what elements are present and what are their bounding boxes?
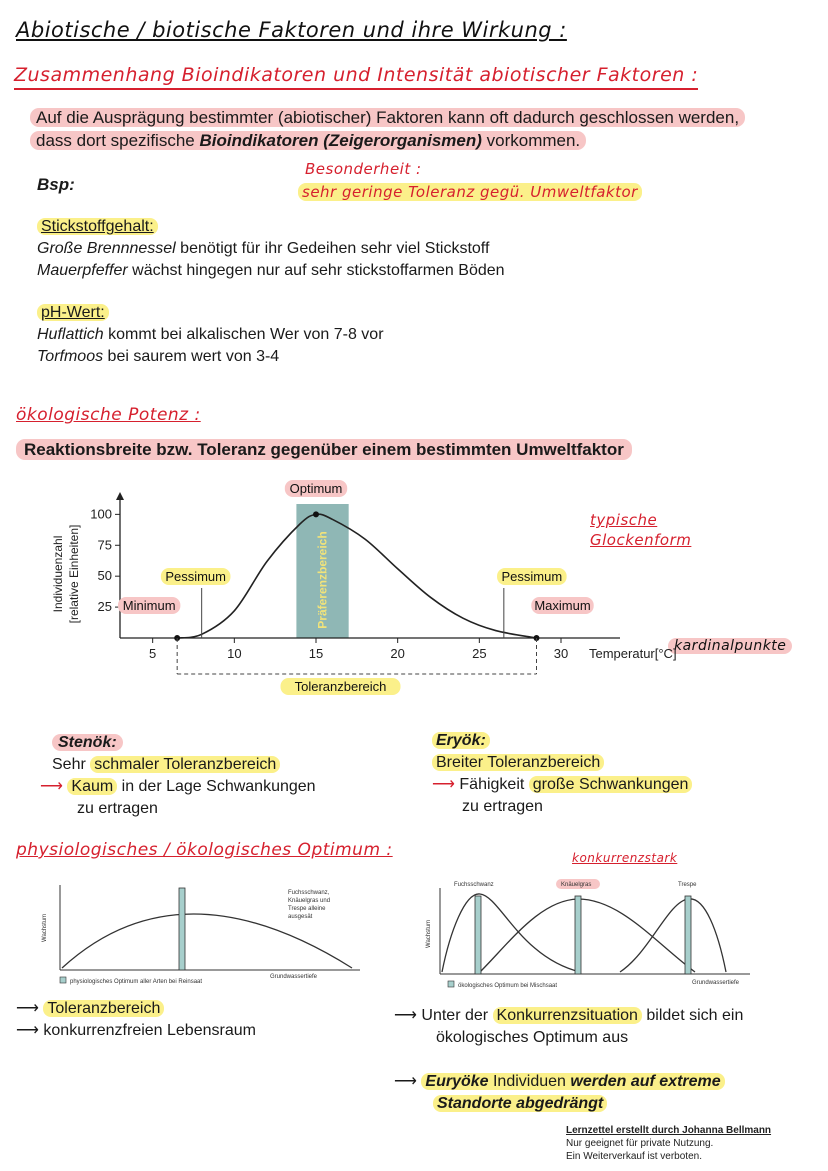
- right-arrow-1-pre: Unter der: [421, 1007, 493, 1024]
- intro-b: dass dort spezifische: [36, 131, 200, 150]
- x-tick-label: 5: [149, 646, 157, 661]
- right-arrow-2-a: Euryöke: [425, 1073, 489, 1090]
- intro-c: vorkommen.: [481, 131, 581, 150]
- stickstoff-block: [37, 216, 737, 282]
- species-3: Trespe: [678, 882, 697, 888]
- n1-rest: benötigt für ihr Gedeihen sehr viel Stickstoff: [175, 240, 490, 257]
- species-2: Knäuelgras: [561, 882, 592, 888]
- note-kardinal: [668, 638, 792, 654]
- note-toleranz: [298, 183, 642, 201]
- x-tick-label: 10: [227, 646, 242, 661]
- n2-ital: Mauerpfeffer: [37, 262, 128, 279]
- footer: [566, 1124, 771, 1163]
- euryoek-title: [432, 730, 812, 752]
- toleranz-label: Toleranzbereich: [294, 679, 387, 694]
- ph2-rest: bei saurem wert von 3-4: [103, 348, 280, 365]
- stenoek-line-3: zu ertragen: [77, 800, 158, 817]
- note-konkurrenzstark-text: konkurrenzstark: [572, 851, 678, 865]
- tolerance-curve: [177, 514, 536, 638]
- footer-line-1: Lernzettel erstellt durch Johanna Bellmann: [566, 1125, 772, 1136]
- intro-line-2: [30, 129, 820, 152]
- stenoek-title-text: Stenök:: [52, 734, 123, 751]
- y-axis-arrow: [116, 492, 124, 500]
- section2-heading: [16, 405, 201, 425]
- left-arrow-1: [16, 998, 396, 1020]
- right-arrow-2-d: Standorte abgedrängt: [433, 1095, 607, 1112]
- fuchsschwanz-curve: [442, 894, 580, 972]
- ecological-chart: [420, 872, 760, 994]
- stenoek-line1-hl: schmaler Toleranzbereich: [90, 756, 280, 773]
- left-legend: physiologisches Optimum aller Arten bei Reinsaat: [70, 979, 203, 985]
- stickstoff-line-1: [37, 238, 737, 260]
- y-axis-label-unit: [relative Einheiten]: [67, 524, 81, 624]
- tolerance-chart: [40, 472, 677, 712]
- left-xlabel: Grundwassertiefe: [270, 974, 318, 980]
- x-tick-label: 20: [390, 646, 405, 661]
- page-title: [16, 18, 567, 42]
- section3-heading: [16, 840, 393, 860]
- y-tick-label: 75: [97, 537, 112, 553]
- intro-bold: Bioindikatoren (Zeigerorganismen): [199, 131, 482, 150]
- right-ylabel: Wachstum: [426, 919, 432, 948]
- left-note-2: Knäuelgras und: [288, 898, 331, 904]
- left-arrow-2: [16, 1020, 396, 1042]
- note-typisch-2: Glockenform: [590, 531, 692, 549]
- x-tick-label: 15: [308, 646, 324, 661]
- intro-line-1: [30, 106, 820, 129]
- intro-paragraph: [30, 106, 820, 152]
- legend-swatch: [448, 981, 454, 987]
- section2-subheading-text: Reaktionsbreite bzw. Toleranz gegenüber einem bestimmten Umweltfaktor: [16, 439, 632, 460]
- euryoek-line2-hl: große Schwankungen: [529, 776, 693, 793]
- intro-a: Auf die Ausprägung bestimmter (abiotischer) Faktoren kann oft dadurch geschlossen werden,: [30, 108, 745, 127]
- minimum-label: Minimum: [122, 598, 176, 613]
- section1-heading: [14, 64, 698, 90]
- stenoek-line-1: [52, 754, 412, 776]
- bsp-label: Bsp:: [37, 175, 75, 194]
- optimum-band-1: [475, 896, 481, 974]
- footer-line-3: Ein Weiterverkauf ist verboten.: [566, 1151, 702, 1162]
- right-arrow-2: [394, 1071, 814, 1115]
- note-typisch-1: typische: [590, 511, 658, 529]
- page-title-text: Abiotische / biotische Faktoren und ihre Wirkung :: [16, 18, 567, 42]
- ph-heading: [37, 302, 737, 324]
- right-legend: ökologisches Optimum bei Mischsaat: [458, 983, 558, 989]
- y-axis-label: Individuenzahl: [51, 535, 65, 613]
- euryoek-line-3: zu ertragen: [462, 798, 543, 815]
- arrow-icon: ⟶: [394, 1007, 417, 1024]
- arrow-icon: ⟶: [40, 778, 63, 795]
- ph-heading-text: pH-Wert:: [37, 304, 109, 321]
- ph-block: [37, 302, 737, 368]
- optimum-point: [313, 511, 319, 517]
- right-arrow-2-c: werden auf extreme: [570, 1073, 721, 1090]
- right-arrow-2-b: Individuen: [488, 1073, 571, 1090]
- stenoek-line2-rest: in der Lage Schwankungen: [117, 778, 316, 795]
- stenoek-line-2: [40, 776, 412, 798]
- y-tick-label: 100: [90, 506, 112, 522]
- physiological-chart: [30, 880, 370, 990]
- y-tick-label: 25: [97, 599, 112, 615]
- note-besonderheit-1: Besonderheit :: [305, 160, 422, 178]
- optimum-band-2: [575, 896, 581, 974]
- ph-line-1: [37, 324, 737, 346]
- euryoek-title-text: Eryök:: [432, 732, 490, 749]
- ph1-ital: Huflattich: [37, 326, 104, 343]
- x-tick-label: 30: [553, 646, 569, 661]
- left-note-3: Trespe alleine: [288, 906, 326, 912]
- trespe-curve: [620, 899, 726, 972]
- stickstoff-heading-text: Stickstoffgehalt:: [37, 218, 158, 235]
- right-arrow-list: [394, 1005, 814, 1049]
- praeferenz-label: Präferenzbereich: [315, 531, 330, 629]
- stenoek-line1-pre: Sehr: [52, 756, 91, 773]
- pessimum-left-label: Pessimum: [165, 569, 227, 584]
- left-arrow-list: [16, 998, 396, 1042]
- stickstoff-heading: [37, 216, 737, 238]
- left-ylabel: Wachstum: [42, 913, 48, 942]
- euryoek-line-2: [432, 774, 812, 796]
- ph1-rest: kommt bei alkalischen Wer von 7-8 vor: [103, 326, 384, 343]
- ph2-ital: Torfmoos: [37, 348, 104, 365]
- right-arrow-1-hl: Konkurrenzsituation: [493, 1007, 642, 1024]
- stenoek-title: [52, 732, 412, 754]
- stenoek-line2-hl: Kaum: [67, 778, 117, 795]
- x-axis-label: Temperatur[°C]: [589, 646, 677, 661]
- optimum-band-3: [685, 896, 691, 974]
- right-arrow-2-line2: [433, 1093, 814, 1115]
- arrow-icon: ⟶: [16, 1022, 39, 1039]
- section1-heading-text: Zusammenhang Bioindikatoren und Intensität abiotischer Faktoren :: [14, 64, 699, 86]
- section3-heading-text: physiologisches / ökologisches Optimum :: [16, 840, 393, 860]
- pessimum-right-label: Pessimum: [501, 569, 563, 584]
- n2-rest: wächst hingegen nur auf sehr stickstoffarmen Böden: [127, 262, 505, 279]
- optimum-band: [179, 888, 185, 970]
- note-konkurrenzstark: [572, 851, 677, 865]
- note-kardinal-text: kardinalpunkte: [668, 638, 792, 654]
- right-arrow-1: [394, 1005, 814, 1027]
- euryoek-line-1: [432, 752, 812, 774]
- growth-curve: [62, 914, 352, 968]
- right-arrow-2-line1: [394, 1071, 814, 1093]
- stickstoff-line-2: [37, 260, 737, 282]
- right-xlabel: Grundwassertiefe: [692, 980, 740, 986]
- left-note-1: Fuchsschwanz,: [288, 890, 330, 896]
- knaeuelgras-curve: [480, 899, 695, 972]
- euryoek-block: [432, 730, 812, 818]
- x-tick-label: 25: [472, 646, 487, 661]
- optimum-label: Optimum: [289, 481, 343, 496]
- left-note-4: ausgesät: [288, 914, 313, 920]
- left-arrow-1-text: Toleranzbereich: [43, 1000, 164, 1017]
- section2-subheading: [16, 438, 632, 461]
- legend-swatch: [60, 977, 66, 983]
- ph-line-2: [37, 346, 737, 368]
- left-arrow-2-text: konkurrenzfreien Lebensraum: [43, 1022, 256, 1039]
- euryoek-line2-pre: Fähigkeit: [459, 776, 529, 793]
- note-besonderheit: [305, 160, 422, 178]
- right-arrow-1-rest: bildet sich ein: [641, 1007, 744, 1024]
- footer-line-2: Nur geeignet für private Nutzung.: [566, 1138, 714, 1149]
- stenoek-block: [40, 732, 412, 820]
- species-1: Fuchsschwanz: [454, 882, 494, 888]
- right-arrow-1-line2: ökologisches Optimum aus: [436, 1029, 629, 1046]
- euryoek-line1-hl: Breiter Toleranzbereich: [432, 754, 604, 771]
- section2-heading-text: ökologische Potenz :: [16, 405, 201, 425]
- n1-ital: Große Brennnessel: [37, 240, 176, 257]
- arrow-icon: ⟶: [432, 776, 455, 793]
- maximum-label: Maximum: [534, 598, 591, 613]
- y-tick-label: 50: [97, 568, 112, 584]
- arrow-icon: ⟶: [16, 1000, 39, 1017]
- arrow-icon: ⟶: [394, 1073, 417, 1090]
- note-toleranz-text: sehr geringe Toleranz gegü. Umweltfaktor: [298, 183, 642, 201]
